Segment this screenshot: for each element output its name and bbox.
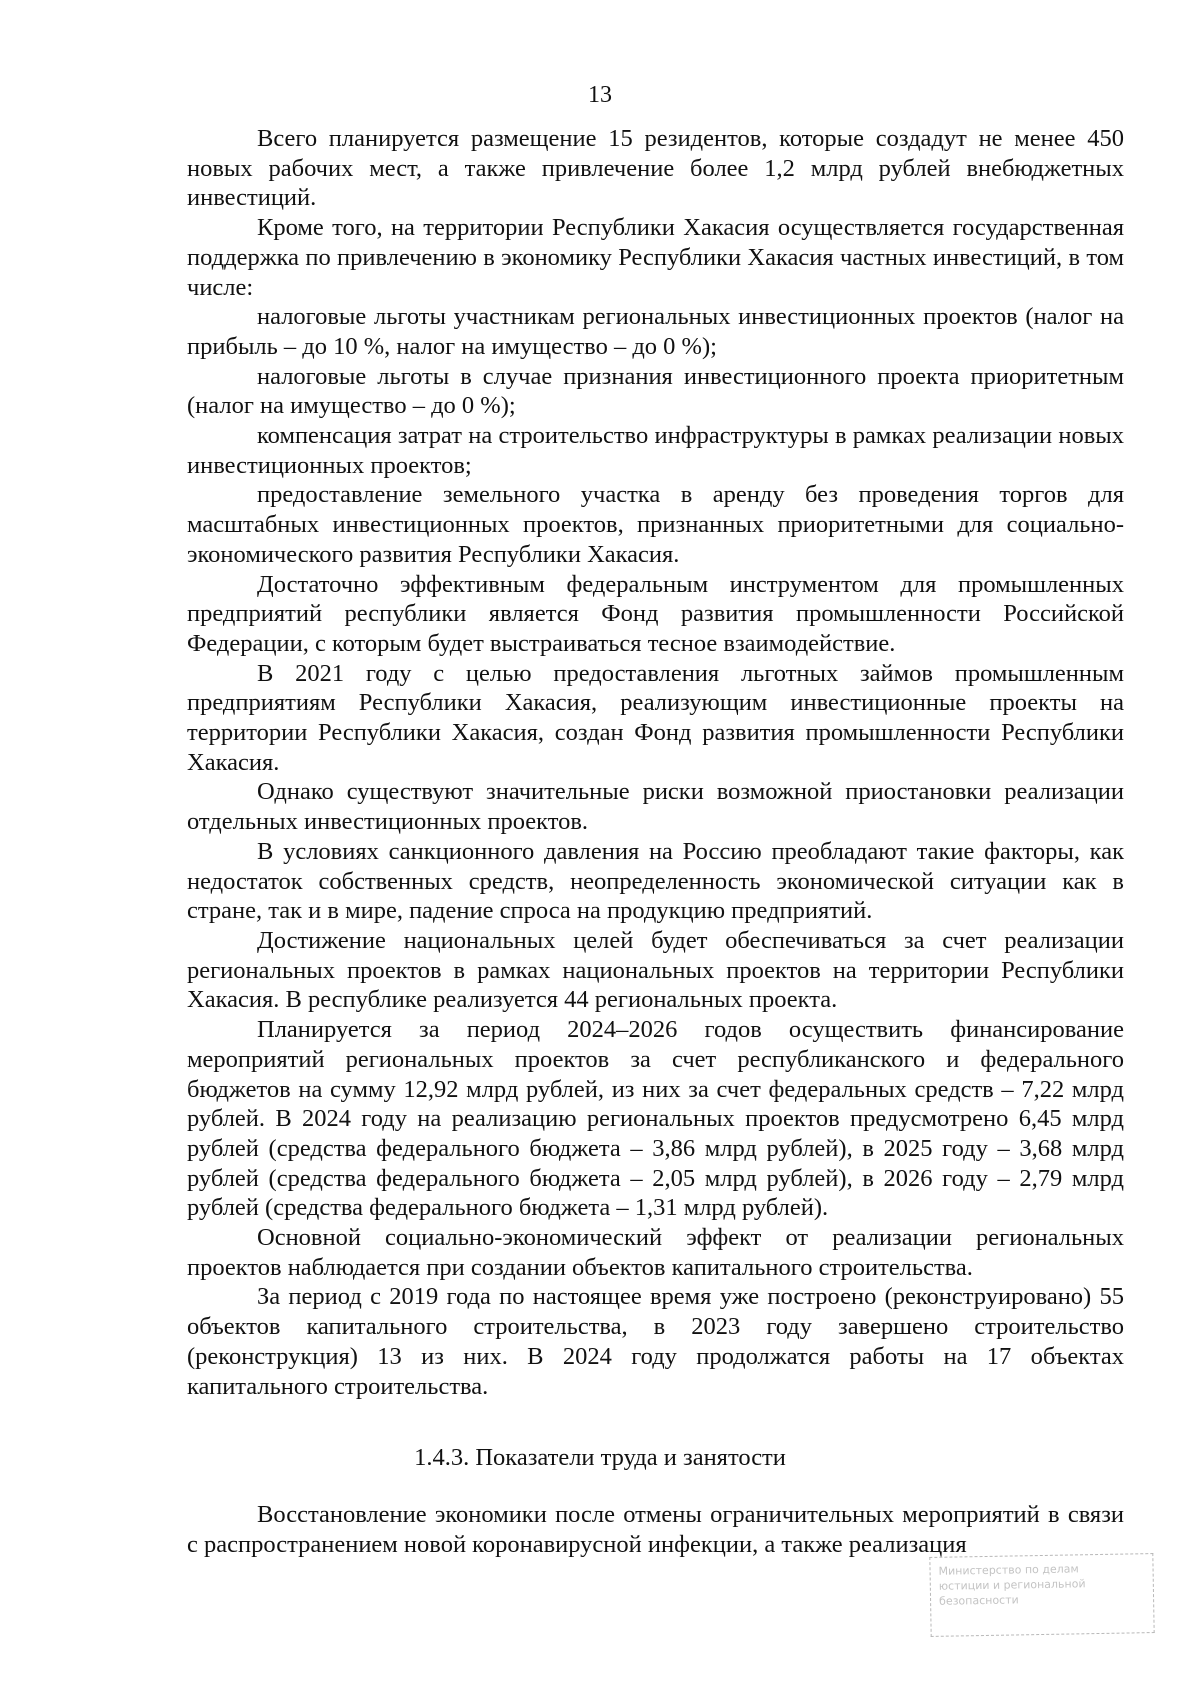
paragraph: Кроме того, на территории Республики Хакасия осуществляется государственная поддержка по привлечению в экономику Республики Хакасия частных инвестиций, в том числе: — [187, 214, 1124, 301]
registration-stamp — [929, 1553, 1154, 1637]
page-number: 13 — [588, 82, 612, 108]
paragraph: налоговые льготы в случае признания инвестиционного проекта приоритетным (налог на имущество – до 0 %); — [187, 362, 1124, 420]
paragraph: Планируется за период 2024–2026 годов осуществить финансирование мероприятий региональных проектов за счет республиканского и федерального бюджетов на сумму 12,92 млрд рублей, из них за счет федеральных средств – 7,22 млрд рублей. В 2024 году на реализацию региональных проектов предусмотрено 6,45 млрд рублей (средства федерального бюджета – 3,86 млрд рублей), в 2025 году – 3,68 млрд рублей (средства федерального бюджета – 2,05 млрд рублей), в 2026 году – 2,79 млрд рублей (средства федерального бюджета – 1,31 млрд рублей). — [187, 1016, 1124, 1222]
section-heading: 1.4.3. Показатели труда и занятости — [414, 1444, 786, 1471]
stamp-line: Министерство по делам — [938, 1562, 1079, 1578]
paragraph: В условиях санкционного давления на Россию преобладают такие факторы, как недостаток собственных средств, неопределенность экономической ситуации как в стране, так и в мире, падение спроса на продукцию предприятий. — [187, 837, 1124, 925]
paragraph: Всего планируется размещение 15 резидентов, которые создадут не менее 450 новых рабочих мест, а также привлечение более 1,2 млрд рублей внебюджетных инвестиций. — [187, 125, 1124, 212]
paragraph: Восстановление экономики после отмены ограничительных мероприятий в связи с распространением новой коронавирусной инфекции, а также реализация — [187, 1501, 1124, 1558]
stamp-line: безопасности — [938, 1593, 1019, 1608]
stamp-line: юстиции и региональной — [938, 1577, 1086, 1593]
paragraph: В 2021 году с целью предоставления льготных займов промышленным предприятиям Республики Хакасия, реализующим инвестиционные проекты на территории Республики Хакасия, создан Фонд развития промышленности Республики Хакасия. — [187, 659, 1124, 776]
paragraph: За период с 2019 года по настоящее время уже построено (реконструировано) 55 объектов капитального строительства, в 2023 году завершено строительство (реконструкция) 13 из них. В 2024 году продолжатся работы на 17 объектах капитального строительства. — [187, 1283, 1124, 1400]
paragraph: Достижение национальных целей будет обеспечиваться за счет реализации региональных проектов в рамках национальных проектов на территории Республики Хакасия. В республике реализуется 44 региональных проекта. — [187, 926, 1124, 1014]
paragraph: Однако существуют значительные риски возможной приостановки реализации отдельных инвестиционных проектов. — [187, 778, 1124, 836]
paragraph: компенсация затрат на строительство инфраструктуры в рамках реализации новых инвестиционных проектов; — [187, 422, 1124, 479]
paragraph: Достаточно эффективным федеральным инструментом для промышленных предприятий республики является Фонд развития промышленности Российской Федерации, с которым будет выстраиваться тесное взаимодействие. — [187, 570, 1124, 657]
paragraph: налоговые льготы участникам региональных инвестиционных проектов (налог на прибыль – до 10 %, налог на имущество – до 0 %); — [187, 303, 1124, 360]
paragraph: Основной социально-экономический эффект от реализации региональных проектов наблюдается при создании объектов капитального строительства. — [187, 1224, 1124, 1281]
section-body-text — [187, 1500, 1124, 1560]
body-text — [187, 124, 1124, 1401]
paragraph: предоставление земельного участка в аренду без проведения торгов для масштабных инвестиционных проектов, признанных приоритетными для социально-экономического развития Республики Хакасия. — [187, 481, 1124, 568]
